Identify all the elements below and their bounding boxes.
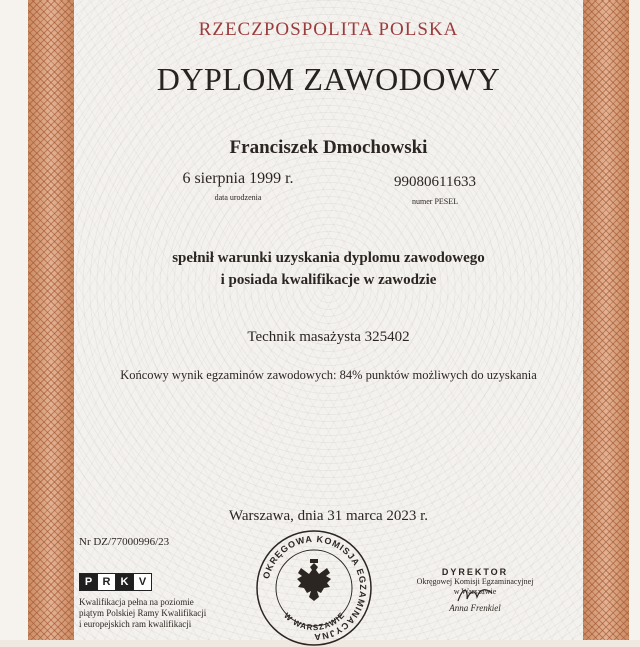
director-line-1: Okręgowej Komisji Egzaminacyjnej [416, 577, 534, 586]
prkv-logo [79, 573, 151, 591]
page-margin-right [629, 0, 640, 640]
prkv-letter-v: V [133, 573, 152, 591]
seal-city-text: W WARSZAWIE [282, 610, 347, 633]
guilloche-border-right [583, 0, 629, 640]
holder-name: Franciszek Dmochowski [229, 137, 428, 158]
occupation: Technik masażysta 325402 [247, 329, 410, 345]
birth-date: 6 sierpnia 1999 r. [182, 170, 294, 187]
birth-date-label: data urodzenia [214, 193, 262, 202]
eagle-emblem-icon [297, 559, 331, 601]
guilloche-border-left [28, 0, 74, 640]
diploma-title: DYPLOM ZAWODOWY [156, 61, 501, 97]
exam-result: Końcowy wynik egzaminów zawodowych: 84% punktów możliwych do uzyskania [120, 368, 537, 382]
pesel-number: 99080611633 [394, 174, 476, 190]
statement-line-1: spełnił warunki uzyskania dyplomu zawodowego [172, 250, 485, 266]
place-and-date: Warszawa, dnia 31 marca 2023 r. [228, 508, 429, 524]
prkv-letter-p: P [79, 573, 98, 591]
seal-ring-text: OKRĘGOWA KOMISJA EGZAMINACYJNA [260, 533, 369, 643]
director-name: Anna Frenkiel [449, 603, 501, 613]
qualification-note-line-1: Kwalifikacja pełna na poziomie [79, 597, 194, 607]
prkv-letter-r: R [97, 573, 116, 591]
document-number: Nr DZ/77000996/23 [79, 536, 170, 548]
director-line-2: w Warszawie [453, 587, 497, 596]
qualification-note-line-3: i europejskich ram kwalifikacji [79, 619, 192, 629]
director-title: DYREKTOR [441, 567, 509, 577]
qualification-note-line-2: piątym Polskiej Ramy Kwalifikacji [79, 608, 207, 618]
prkv-letter-k: K [115, 573, 134, 591]
director-signature [455, 583, 495, 605]
qualification-level-note [79, 597, 206, 630]
official-seal [255, 529, 373, 647]
statement-line-2: i posiada kwalifikacje w zawodzie [220, 272, 437, 288]
page-margin-left [0, 0, 28, 640]
pesel-label: numer PESEL [412, 197, 458, 206]
republic-heading: RZECZPOSPOLITA POLSKA [198, 19, 459, 40]
